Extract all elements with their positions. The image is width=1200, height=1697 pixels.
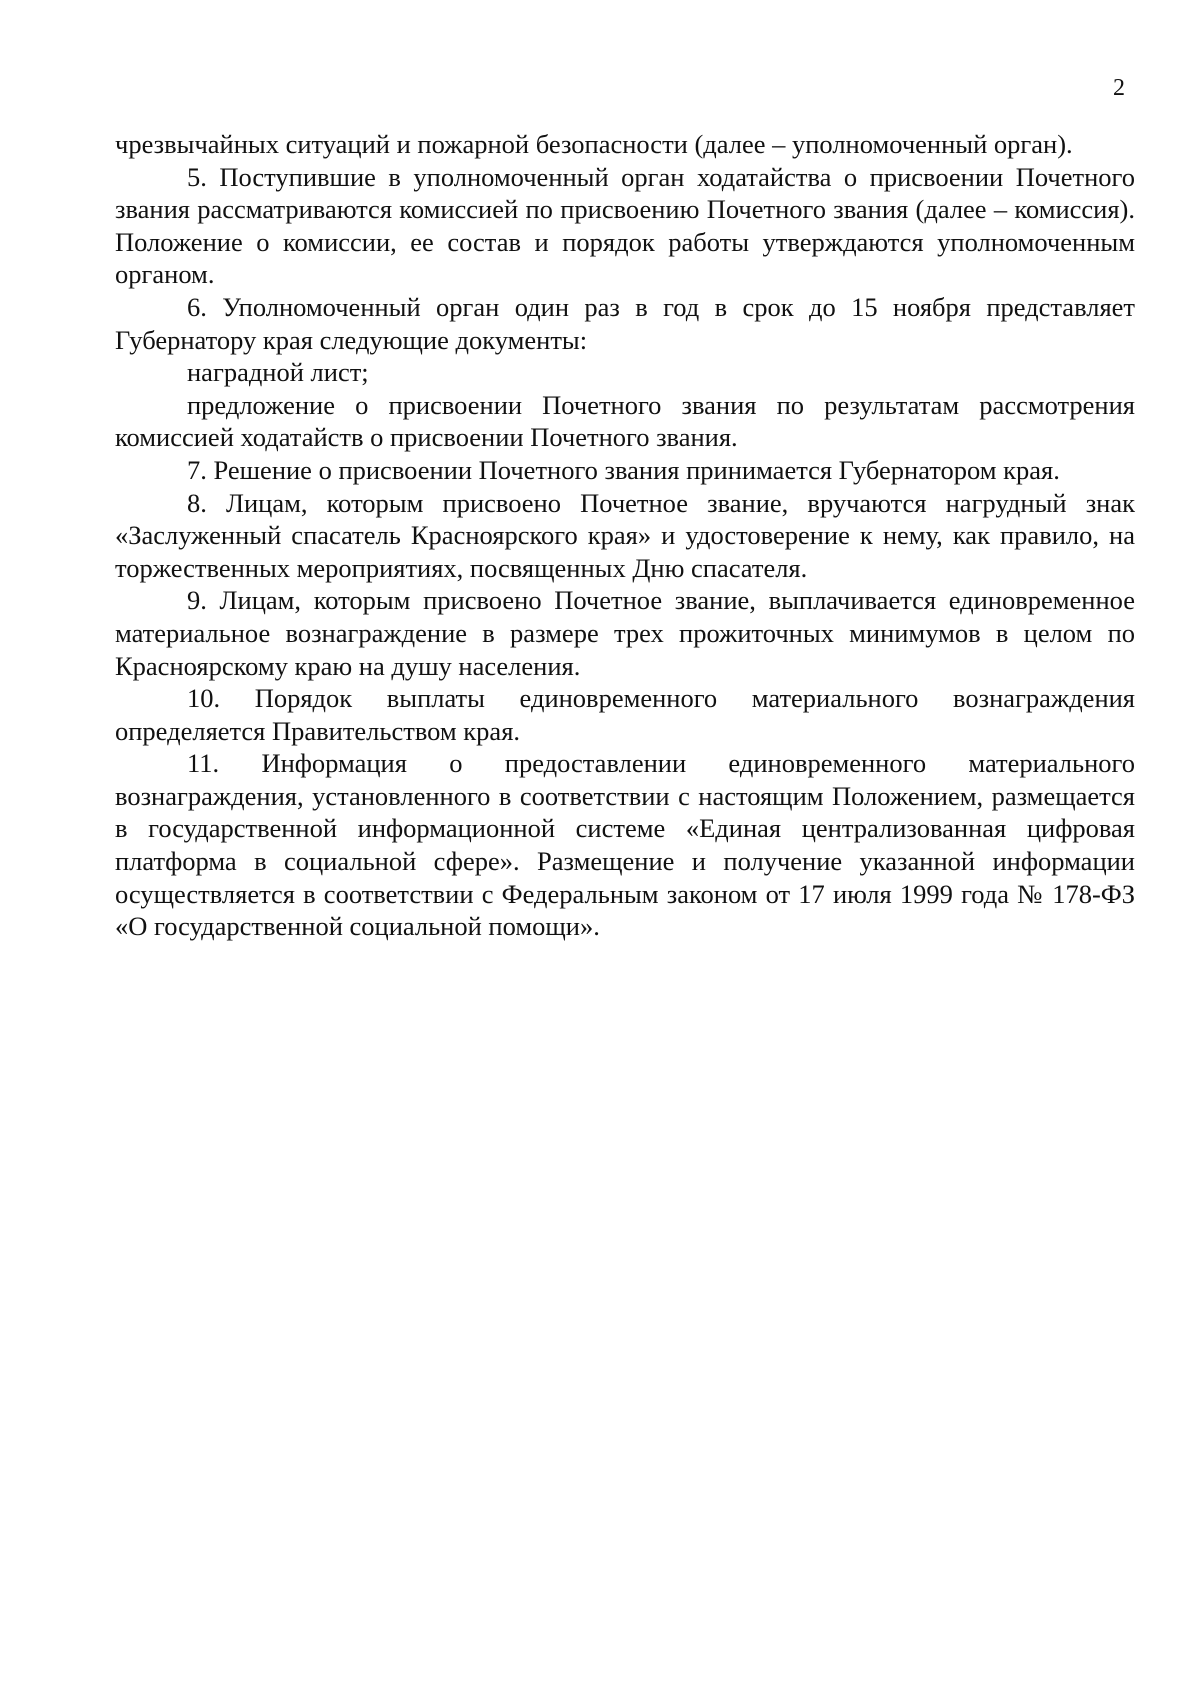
page-number: 2 bbox=[1113, 75, 1125, 101]
paragraph-item-5: 5. Поступившие в уполномоченный орган ходатайства о присвоении Почетного звания рассматриваются комиссией по присвоению Почетного звания (далее – комиссия). Положение о комиссии, ее состав и порядок работы утверждаются уполномоченным органом. bbox=[115, 161, 1135, 290]
paragraph-continuation: чрезвычайных ситуаций и пожарной безопасности (далее – уполномоченный орган). bbox=[115, 129, 1073, 159]
paragraph-award-sheet: наградной лист; bbox=[187, 357, 369, 388]
paragraph-item-9: 9. Лицам, которым присвоено Почетное звание, выплачивается единовременное материальное вознаграждение в размере трех прожиточных минимумов в целом по Красноярскому краю на душу населения. bbox=[115, 585, 1135, 681]
paragraph-item-6: 6. Уполномоченный орган один раз в год в срок до 15 ноября представляет Губернатору края следующие документы: bbox=[115, 291, 1135, 355]
document-body bbox=[115, 128, 1135, 943]
paragraph-item-11: 11. Информация о предоставлении единовременного материального вознаграждения, установленного в соответствии с настоящим Положением, размещается в государственной информационной системе «Единая централизованная цифровая платформа в социальной сфере». Размещение и получение указанной информации осуществляется в соответствии с Федеральным законом от 17 июля 1999 года № 178-ФЗ «О государственной социальной помощи». bbox=[115, 748, 1135, 942]
paragraph-item-8: 8. Лицам, которым присвоено Почетное звание, вручаются нагрудный знак «Заслуженный спасатель Красноярского края» и удостоверение к нему, как правило, на торжественных мероприятиях, посвященных Дню спасателя. bbox=[115, 487, 1135, 583]
paragraph-item-10: 10. Порядок выплаты единовременного материального вознаграждения определяется Правительством края. bbox=[115, 683, 1135, 746]
paragraph-proposal: предложение о присвоении Почетного звания по результатам рассмотрения комиссией ходатайств о присвоении Почетного звания. bbox=[115, 389, 1135, 453]
paragraph-item-7: 7. Решение о присвоении Почетного звания принимается Губернатором края. bbox=[187, 454, 1060, 485]
